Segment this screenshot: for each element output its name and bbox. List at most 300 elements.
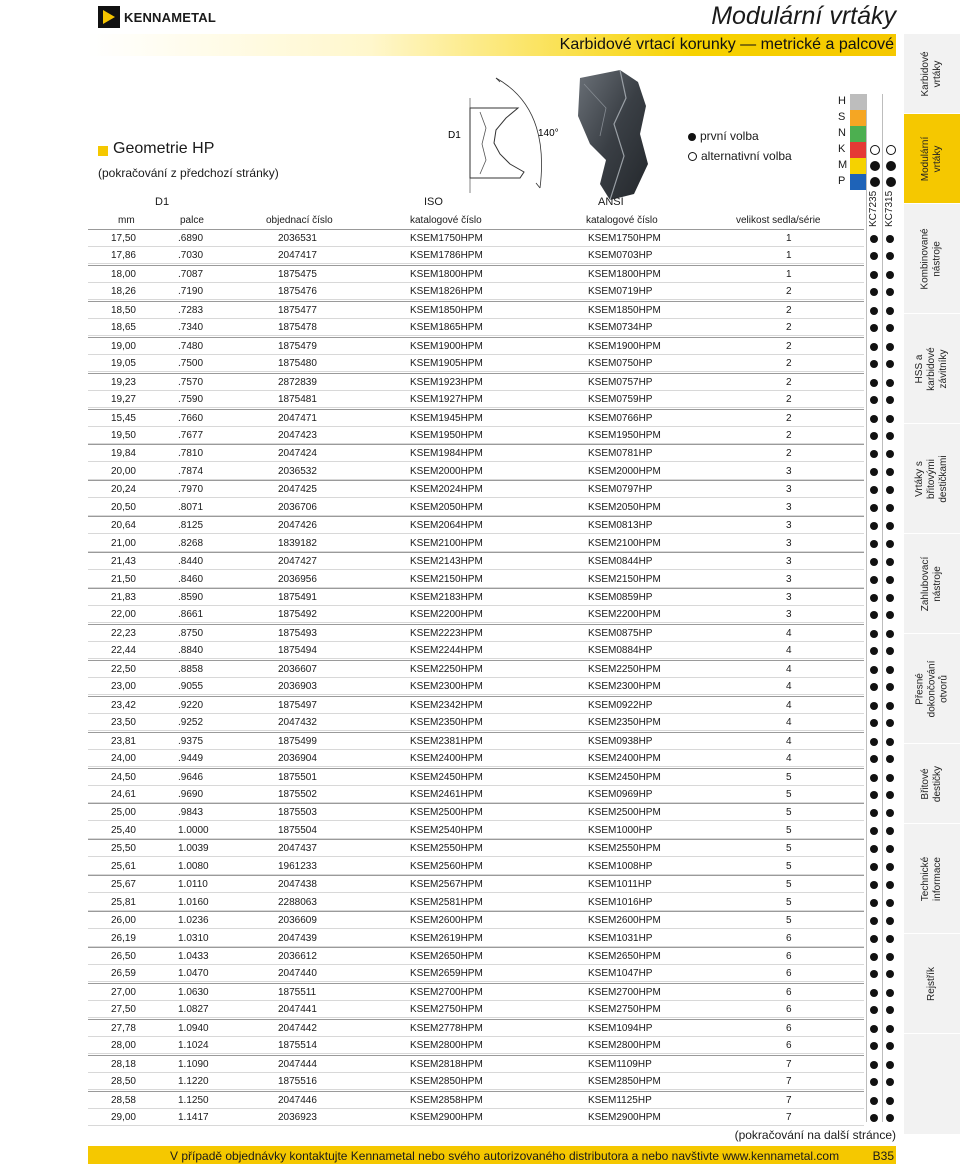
- filled-dot-icon: [870, 486, 878, 494]
- filled-dot-icon: [870, 683, 878, 691]
- cell-order-number: 1875499: [278, 735, 317, 747]
- cell-mm: 19,00: [110, 340, 136, 352]
- cell-inch: 1.0470: [178, 968, 209, 980]
- table-row: [88, 625, 896, 642]
- cell-mm: 24,00: [110, 753, 136, 764]
- filled-dot-icon: [886, 666, 894, 674]
- cell-order-number: 2036612: [278, 951, 317, 962]
- material-color-swatch: [850, 126, 866, 143]
- table-row: [88, 1037, 896, 1054]
- cell-inch: 1.0000: [178, 824, 209, 836]
- cell-ansi-catalog: KSEM2800HPM: [588, 1040, 661, 1052]
- cell-order-number: 1875492: [278, 609, 317, 621]
- filled-dot-icon: [886, 343, 894, 351]
- filled-dot-icon: [870, 611, 878, 619]
- filled-dot-icon: [886, 522, 894, 530]
- cell-order-number: 2047432: [278, 717, 317, 729]
- filled-dot-icon: [870, 235, 878, 243]
- filled-dot-icon: [886, 504, 894, 512]
- cell-size: 7: [786, 1076, 792, 1088]
- group-divider: [88, 444, 864, 445]
- filled-dot-icon: [870, 827, 878, 835]
- filled-dot-icon: [886, 432, 894, 440]
- group-divider: [88, 1091, 864, 1092]
- table-row: [88, 965, 896, 982]
- cell-order-number: 2047441: [278, 1004, 317, 1016]
- filled-dot-icon: [886, 611, 894, 619]
- group-divider: [88, 768, 864, 769]
- cell-iso-catalog: KSEM2300HPM: [410, 681, 483, 693]
- page-title: Modulární vrtáky: [711, 2, 896, 30]
- cell-size: 2: [786, 376, 792, 388]
- sidebar-section-label: Modulární vrtáky: [920, 136, 943, 181]
- cell-inch: .8840: [178, 645, 204, 657]
- table-row: [88, 606, 896, 623]
- sidebar-section-1[interactable]: [904, 114, 960, 204]
- filled-dot-icon: [870, 719, 878, 727]
- table-row: [88, 642, 896, 659]
- cell-inch: .7340: [178, 322, 204, 334]
- cell-inch: .9375: [178, 735, 204, 747]
- cell-ansi-catalog: KSEM1750HPM: [588, 233, 661, 244]
- cell-order-number: 1875503: [278, 807, 317, 819]
- filled-dot-icon: [870, 863, 878, 871]
- filled-dot-icon: [870, 953, 878, 961]
- filled-dot-icon: [870, 415, 878, 423]
- sidebar-section-6[interactable]: [904, 634, 960, 744]
- cell-order-number: 1875475: [278, 268, 317, 280]
- sidebar-section-0[interactable]: [904, 34, 960, 114]
- cell-size: 4: [786, 735, 792, 747]
- cell-size: 6: [786, 1040, 792, 1052]
- cell-size: 3: [786, 465, 792, 477]
- cell-order-number: 2047426: [278, 520, 317, 532]
- cell-ansi-catalog: KSEM0884HP: [588, 645, 653, 657]
- filled-dot-icon: [886, 576, 894, 584]
- filled-dot-icon: [870, 702, 878, 710]
- filled-dot-icon: [870, 252, 878, 260]
- cell-ansi-catalog: KSEM1016HP: [588, 896, 653, 908]
- cell-ansi-catalog: KSEM0703HP: [588, 250, 653, 262]
- cell-size: 6: [786, 951, 792, 962]
- cell-ansi-catalog: KSEM2050HPM: [588, 501, 661, 513]
- table-row: [88, 1020, 896, 1037]
- cell-mm: 26,50: [110, 951, 136, 962]
- filled-dot-icon: [870, 558, 878, 566]
- cell-size: 2: [786, 429, 792, 441]
- cell-ansi-catalog: KSEM0781HP: [588, 448, 653, 460]
- cell-size: 4: [786, 663, 792, 675]
- cell-mm: 22,44: [110, 645, 136, 657]
- cell-order-number: 1961233: [278, 860, 317, 872]
- cell-size: 3: [786, 484, 792, 496]
- table-row: [88, 463, 896, 480]
- filled-dot-icon: [886, 935, 894, 943]
- cell-mm: 18,65: [110, 322, 136, 334]
- table-row: [88, 750, 896, 767]
- cell-iso-catalog: KSEM2581HPM: [410, 896, 483, 908]
- cell-inch: 1.1417: [178, 1112, 209, 1123]
- cell-size: 2: [786, 358, 792, 370]
- sidebar-section-4[interactable]: [904, 424, 960, 534]
- sidebar-section-label: Zahlubovací nástroje: [920, 556, 943, 611]
- cell-size: 3: [786, 573, 792, 585]
- table-row: [88, 410, 896, 427]
- cell-iso-catalog: KSEM1750HPM: [410, 233, 483, 244]
- cell-inch: 1.1090: [178, 1058, 209, 1070]
- cell-order-number: 2047425: [278, 484, 317, 496]
- group-divider: [88, 983, 864, 984]
- group-divider: [88, 265, 864, 266]
- row-divider: [88, 1125, 864, 1126]
- filled-dot-icon: [870, 396, 878, 404]
- table-row: [88, 804, 896, 821]
- filled-dot-icon: [886, 1097, 894, 1105]
- kennametal-k-icon: [98, 6, 120, 28]
- cell-ansi-catalog: KSEM2500HPM: [588, 807, 661, 819]
- cell-iso-catalog: KSEM2342HPM: [410, 699, 483, 711]
- cell-size: 2: [786, 412, 792, 424]
- cell-size: 5: [786, 807, 792, 819]
- sidebar-section-2[interactable]: [904, 204, 960, 314]
- filled-dot-icon: [886, 917, 894, 925]
- sidebar-section-8[interactable]: [904, 824, 960, 934]
- cell-ansi-catalog: KSEM2700HPM: [588, 986, 661, 998]
- cell-mm: 26,19: [110, 932, 136, 944]
- filled-dot-icon: [886, 177, 896, 187]
- filled-dot-icon: [886, 558, 894, 566]
- table-row: [88, 427, 896, 444]
- grade-column-divider: [866, 94, 867, 1122]
- filled-dot-icon: [870, 791, 878, 799]
- material-letter: N: [838, 127, 846, 139]
- cell-inch: .7030: [178, 250, 204, 262]
- group-divider: [88, 875, 864, 876]
- cell-order-number: 1875476: [278, 286, 317, 298]
- group-divider: [88, 803, 864, 804]
- cell-inch: 1.0310: [178, 932, 209, 944]
- sidebar-section-label: Technické informace: [920, 856, 943, 901]
- material-color-swatch: [850, 94, 866, 111]
- cell-size: 5: [786, 915, 792, 927]
- sidebar-section-9[interactable]: [904, 934, 960, 1034]
- cell-mm: 21,83: [110, 592, 136, 603]
- sidebar-section-label: Karbidové vrtáky: [920, 50, 943, 97]
- legend-primary: první volba: [688, 126, 792, 146]
- cell-mm: 17,50: [110, 233, 136, 244]
- cell-order-number: 1875502: [278, 788, 317, 800]
- filled-dot-icon: [870, 845, 878, 853]
- hdr-size: velikost sedla/série: [736, 215, 821, 226]
- footer-text: V případě objednávky kontaktujte Kennametal nebo svého autorizovaného distributora a nebo navštivte www.kennametal.com: [170, 1149, 840, 1163]
- table-row: [88, 714, 896, 731]
- filled-dot-icon: [870, 1025, 878, 1033]
- cell-mm: 22,00: [110, 609, 136, 621]
- filled-dot-icon: [870, 360, 878, 368]
- cell-mm: 20,00: [110, 465, 136, 477]
- cell-iso-catalog: KSEM2000HPM: [410, 465, 483, 477]
- table-row: [88, 1109, 896, 1126]
- table-row: [88, 786, 896, 803]
- cell-ansi-catalog: KSEM1000HP: [588, 824, 653, 836]
- filled-dot-icon: [688, 133, 696, 141]
- cell-order-number: 2288063: [278, 896, 317, 908]
- hdr-d1: D1: [155, 196, 170, 208]
- cell-order-number: 2047439: [278, 932, 317, 944]
- filled-dot-icon: [870, 522, 878, 530]
- group-divider: [88, 947, 864, 948]
- open-dot-icon: [886, 145, 896, 155]
- sidebar-section-label: Vrtáky s břitovými destičkami: [914, 454, 949, 503]
- group-divider: [88, 337, 864, 338]
- cell-ansi-catalog: KSEM1850HPM: [588, 304, 661, 316]
- legend: [688, 126, 792, 166]
- filled-dot-icon: [870, 594, 878, 602]
- table-row: [88, 589, 896, 606]
- cell-iso-catalog: KSEM1984HPM: [410, 448, 483, 460]
- cell-inch: .9055: [178, 681, 204, 693]
- cell-inch: .8268: [178, 537, 204, 549]
- filled-dot-icon: [886, 396, 894, 404]
- cell-iso-catalog: KSEM2818HPM: [410, 1058, 483, 1070]
- cell-ansi-catalog: KSEM1900HPM: [588, 340, 661, 352]
- filled-dot-icon: [870, 432, 878, 440]
- sidebar-section-label: Přesné dokončování otvorů: [914, 660, 949, 717]
- cell-iso-catalog: KSEM1950HPM: [410, 429, 483, 441]
- cell-mm: 19,50: [110, 429, 136, 441]
- sketch-d1-label: D1: [448, 130, 461, 141]
- filled-dot-icon: [886, 738, 894, 746]
- cell-ansi-catalog: KSEM2600HPM: [588, 915, 661, 927]
- group-divider: [88, 911, 864, 912]
- table-row: [88, 535, 896, 552]
- filled-dot-icon: [870, 324, 878, 332]
- kennametal-logo: [98, 6, 228, 28]
- filled-dot-icon: [886, 719, 894, 727]
- cell-iso-catalog: KSEM1826HPM: [410, 286, 483, 298]
- cell-size: 5: [786, 896, 792, 908]
- filled-dot-icon: [886, 271, 894, 279]
- cell-ansi-catalog: KSEM1950HPM: [588, 429, 661, 441]
- cell-inch: .8590: [178, 592, 204, 603]
- cell-inch: .6890: [178, 233, 204, 244]
- cell-iso-catalog: KSEM2650HPM: [410, 951, 483, 962]
- cell-iso-catalog: KSEM2850HPM: [410, 1076, 483, 1088]
- filled-dot-icon: [886, 235, 894, 243]
- cell-ansi-catalog: KSEM0922HP: [588, 699, 653, 711]
- table-row: [88, 374, 896, 391]
- filled-dot-icon: [886, 827, 894, 835]
- group-divider: [88, 552, 864, 553]
- filled-dot-icon: [886, 415, 894, 423]
- cell-inch: .8460: [178, 573, 204, 585]
- cell-mm: 20,24: [110, 484, 136, 496]
- cell-mm: 29,00: [110, 1112, 136, 1123]
- cell-iso-catalog: KSEM2050HPM: [410, 501, 483, 513]
- cell-ansi-catalog: KSEM2550HPM: [588, 843, 661, 855]
- cell-size: 2: [786, 304, 792, 316]
- filled-dot-icon: [886, 755, 894, 763]
- cell-mm: 27,50: [110, 1004, 136, 1016]
- cell-order-number: 2036706: [278, 501, 317, 513]
- filled-dot-icon: [886, 1078, 894, 1086]
- filled-dot-icon: [886, 1042, 894, 1050]
- filled-dot-icon: [886, 1025, 894, 1033]
- brand-name: KENNAMETAL: [124, 10, 217, 25]
- cell-ansi-catalog: KSEM0734HP: [588, 322, 653, 334]
- cell-mm: 18,26: [110, 286, 136, 298]
- cell-inch: .7660: [178, 412, 204, 424]
- sketch-angle-label: 140°: [538, 128, 559, 139]
- cell-ansi-catalog: KSEM1031HP: [588, 932, 653, 944]
- cell-inch: 1.0236: [178, 915, 209, 927]
- filled-dot-icon: [870, 177, 880, 187]
- cell-order-number: 2047437: [278, 843, 317, 855]
- cell-size: 2: [786, 340, 792, 352]
- filled-dot-icon: [870, 504, 878, 512]
- filled-dot-icon: [870, 540, 878, 548]
- cell-ansi-catalog: KSEM1047HP: [588, 968, 653, 980]
- table-row: [88, 481, 896, 498]
- section-continued: (pokračování z předchozí stránky): [98, 166, 279, 180]
- cell-inch: 1.0433: [178, 951, 209, 962]
- filled-dot-icon: [886, 468, 894, 476]
- cell-ansi-catalog: KSEM0766HP: [588, 412, 653, 424]
- cell-iso-catalog: KSEM2461HPM: [410, 788, 483, 800]
- cell-order-number: 2047442: [278, 1022, 317, 1034]
- filled-dot-icon: [886, 486, 894, 494]
- cell-iso-catalog: KSEM2778HPM: [410, 1022, 483, 1034]
- cell-iso-catalog: KSEM2500HPM: [410, 807, 483, 819]
- group-divider: [88, 660, 864, 661]
- cell-size: 5: [786, 860, 792, 872]
- cell-size: 4: [786, 717, 792, 729]
- cell-inch: .7570: [178, 376, 204, 388]
- cell-iso-catalog: KSEM1905HPM: [410, 358, 483, 370]
- cell-ansi-catalog: KSEM0797HP: [588, 484, 653, 496]
- cell-iso-catalog: KSEM1786HPM: [410, 250, 483, 262]
- material-letter: H: [838, 95, 846, 107]
- cell-mm: 15,45: [110, 412, 136, 424]
- cell-mm: 25,67: [110, 879, 136, 891]
- cell-order-number: 2036531: [278, 233, 317, 244]
- grade-column-divider: [898, 94, 899, 1122]
- cell-ansi-catalog: KSEM0750HP: [588, 358, 653, 370]
- cell-iso-catalog: KSEM2540HPM: [410, 824, 483, 836]
- group-divider: [88, 1055, 864, 1056]
- sidebar-section-7[interactable]: [904, 744, 960, 824]
- cell-order-number: 1839182: [278, 537, 317, 549]
- table-row: [88, 338, 896, 355]
- table-row: [88, 355, 896, 372]
- cell-mm: 19,05: [110, 358, 136, 370]
- cell-inch: .7283: [178, 304, 204, 316]
- table-row: [88, 230, 896, 247]
- cell-mm: 25,00: [110, 807, 136, 819]
- filled-dot-icon: [886, 702, 894, 710]
- table-row: [88, 445, 896, 462]
- cell-size: 4: [786, 627, 792, 639]
- cell-iso-catalog: KSEM2600HPM: [410, 915, 483, 927]
- cell-size: 6: [786, 932, 792, 944]
- filled-dot-icon: [886, 630, 894, 638]
- filled-dot-icon: [886, 1061, 894, 1069]
- table-row: [88, 266, 896, 283]
- filled-dot-icon: [886, 360, 894, 368]
- material-letter: K: [838, 143, 846, 155]
- cell-mm: 20,64: [110, 520, 136, 532]
- cell-mm: 21,50: [110, 573, 136, 585]
- material-letter: P: [838, 175, 846, 187]
- filled-dot-icon: [886, 594, 894, 602]
- sidebar-section-label: Rejstřík: [926, 966, 937, 1001]
- cell-inch: .9646: [178, 771, 204, 783]
- cell-order-number: 2036904: [278, 753, 317, 764]
- cell-iso-catalog: KSEM2567HPM: [410, 879, 483, 891]
- material-color-swatch: [850, 142, 866, 159]
- cell-inch: .7087: [178, 268, 204, 280]
- cell-inch: .9843: [178, 807, 204, 819]
- cell-size: 3: [786, 501, 792, 513]
- group-divider: [88, 696, 864, 697]
- cell-size: 2: [786, 394, 792, 405]
- cell-ansi-catalog: KSEM2300HPM: [588, 681, 661, 693]
- cell-mm: 25,81: [110, 896, 136, 908]
- cell-inch: .8750: [178, 627, 204, 639]
- filled-dot-icon: [886, 647, 894, 655]
- filled-dot-icon: [886, 845, 894, 853]
- cell-order-number: 2036532: [278, 465, 317, 477]
- sidebar-section-3[interactable]: [904, 314, 960, 424]
- cell-inch: .7590: [178, 394, 204, 405]
- cell-ansi-catalog: KSEM0757HP: [588, 376, 653, 388]
- hdr-ansi: ANSI: [598, 196, 624, 208]
- cell-inch: .7500: [178, 358, 204, 370]
- grade-column-divider: [882, 94, 883, 1122]
- filled-dot-icon: [870, 288, 878, 296]
- filled-dot-icon: [886, 791, 894, 799]
- section-title: Geometrie HP: [113, 140, 215, 157]
- cell-inch: .8858: [178, 663, 204, 675]
- cell-order-number: 1875491: [278, 592, 317, 603]
- cell-order-number: 2047471: [278, 412, 317, 424]
- page-subtitle: Karbidové vrtací korunky — metrické a palcové: [559, 36, 894, 53]
- material-color-swatch: [850, 158, 866, 175]
- cell-mm: 23,81: [110, 735, 136, 747]
- sidebar-section-label: Břitové destičky: [920, 765, 943, 802]
- table-row: [88, 1073, 896, 1090]
- cell-mm: 23,42: [110, 699, 136, 711]
- cell-iso-catalog: KSEM2400HPM: [410, 753, 483, 764]
- cell-ansi-catalog: KSEM2350HPM: [588, 717, 661, 729]
- cell-iso-catalog: KSEM2150HPM: [410, 573, 483, 585]
- cell-iso-catalog: KSEM2183HPM: [410, 592, 483, 603]
- table-row: [88, 894, 896, 911]
- cell-ansi-catalog: KSEM0844HP: [588, 556, 653, 568]
- cell-order-number: 1875493: [278, 627, 317, 639]
- cell-mm: 22,50: [110, 663, 136, 675]
- cell-order-number: 1875511: [278, 986, 317, 998]
- filled-dot-icon: [870, 161, 880, 171]
- cell-mm: 17,86: [110, 250, 136, 262]
- cell-mm: 27,00: [110, 986, 136, 998]
- filled-dot-icon: [886, 161, 896, 171]
- group-divider: [88, 624, 864, 625]
- sidebar-section-5[interactable]: [904, 534, 960, 634]
- sidebar-section-label: HSS a karbidové závitníky: [914, 346, 949, 391]
- cell-inch: .9449: [178, 753, 204, 764]
- cell-iso-catalog: KSEM2244HPM: [410, 645, 483, 657]
